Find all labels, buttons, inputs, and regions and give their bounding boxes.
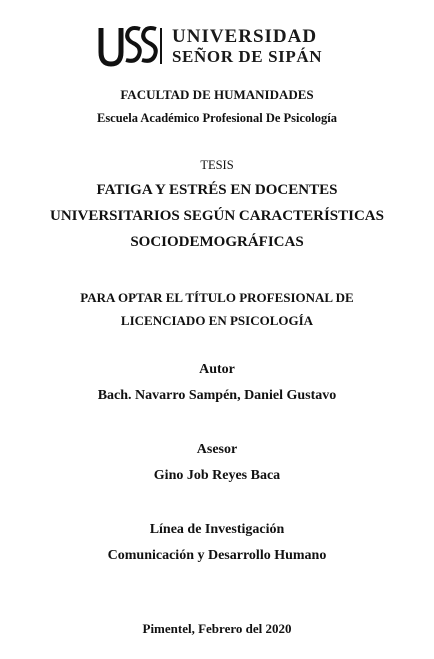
logo-divider <box>160 28 162 64</box>
faculty-name: FACULTAD DE HUMANIDADES <box>120 87 314 102</box>
university-name-line1: UNIVERSIDAD <box>172 26 318 47</box>
school-name: Escuela Académico Profesional De Psicología <box>96 111 337 125</box>
research-line-heading: Línea de Investigación <box>149 522 285 537</box>
document-type: TESIS <box>200 158 234 172</box>
university-name-line2: SEÑOR DE SIPÁN <box>172 47 323 66</box>
advisor-name: Gino Job Reyes Baca <box>153 468 281 483</box>
degree-line: LICENCIADO EN PSICOLOGÍA <box>120 313 314 328</box>
author-heading: Autor <box>199 362 235 377</box>
thesis-title-line: SOCIODEMOGRÁFICAS <box>130 234 304 250</box>
degree-line: PARA OPTAR EL TÍTULO PROFESIONAL DE <box>80 290 354 305</box>
place-date: Pimentel, Febrero del 2020 <box>142 621 292 636</box>
advisor-heading: Asesor <box>196 442 238 457</box>
thesis-title-line: UNIVERSITARIOS SEGÚN CARACTERÍSTICAS <box>50 208 384 224</box>
thesis-title-line: FATIGA Y ESTRÉS EN DOCENTES <box>96 182 338 198</box>
uss-monogram-icon <box>98 20 160 70</box>
author-name: Bach. Navarro Sampén, Daniel Gustavo <box>97 388 337 403</box>
research-line-value: Comunicación y Desarrollo Humano <box>107 548 327 563</box>
